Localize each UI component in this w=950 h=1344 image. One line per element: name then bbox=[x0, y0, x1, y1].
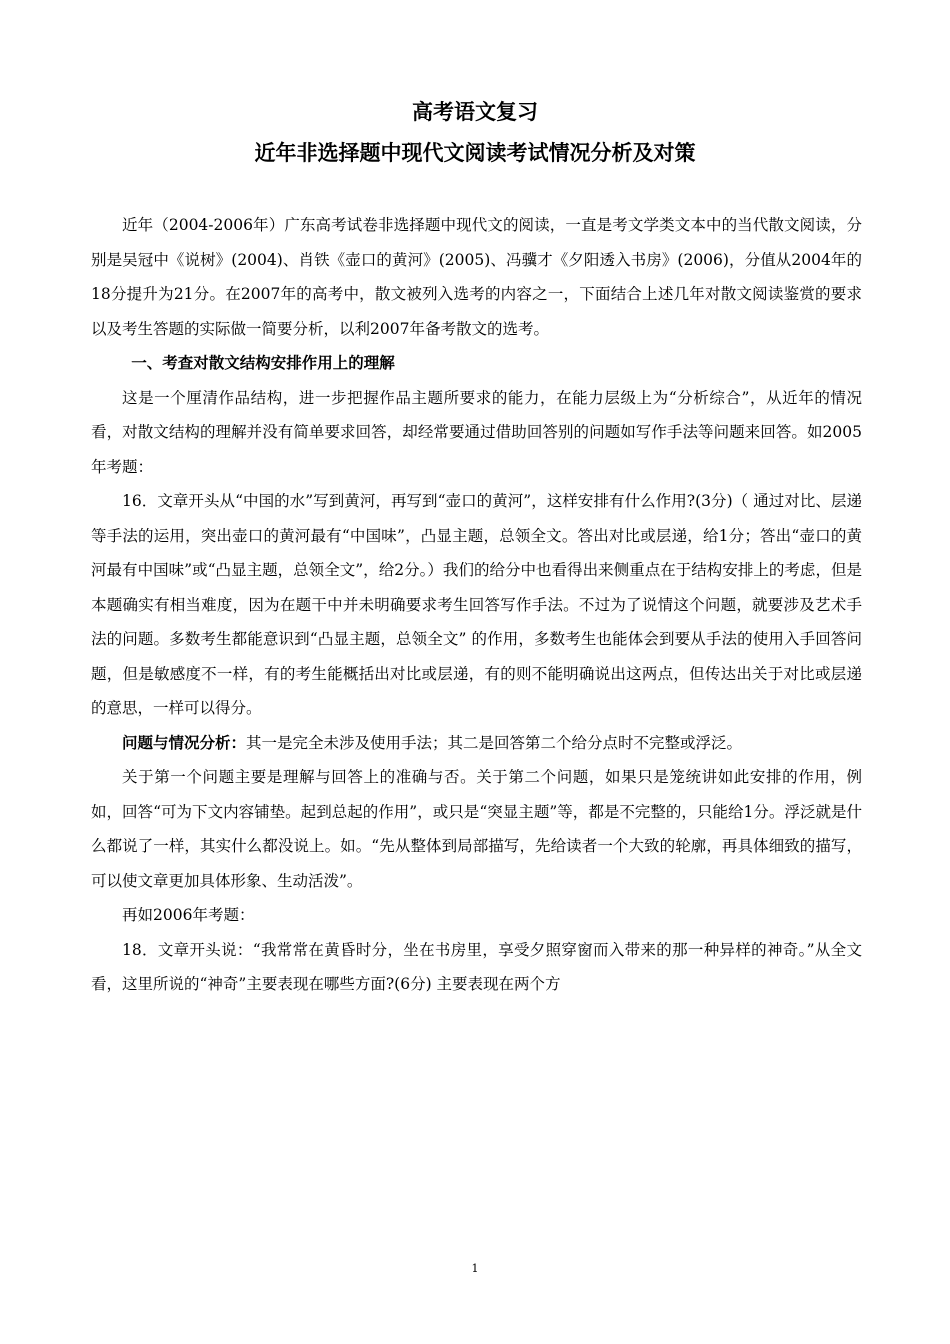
document-subtitle: 近年非选择题中现代文阅读考试情况分析及对策 bbox=[254, 141, 696, 165]
document-body bbox=[91, 208, 862, 1002]
analysis-label: 问题与情况分析： bbox=[122, 733, 247, 752]
document-title: 高考语文复习 bbox=[412, 100, 538, 124]
section-heading: 一、考查对散文结构安排作用上的理解 bbox=[131, 354, 395, 372]
body-paragraph: 18．文章开头说：“我常常在黄昏时分，坐在书房里，享受夕照穿窗而入带来的那一种异样的神奇。”从全文看，这里所说的“神奇”主要表现在哪些方面?(6分) 主要表现在两个方 bbox=[91, 940, 862, 993]
body-paragraph: 再如2006年考题： bbox=[122, 906, 255, 924]
analysis-paragraph bbox=[91, 726, 862, 761]
body-paragraph: 关于第一个问题主要是理解与回答上的准确与否。关于第二个问题，如果只是笼统讲如此安排的作用，例如，回答“可为下文内容铺垫。起到总起的作用”，或只是“突显主题”等，都是不完整的，只能给1分。浮泛就是什么都说了一样，其实什么都没说上。如。“先从整体到局部描写，先给读者一个大致的轮廓，再具体细致的描写，可以使文章更加具体形象、生动活泼”。 bbox=[91, 768, 862, 890]
body-paragraph: 这是一个厘清作品结构，进一步把握作品主题所要求的能力，在能力层级上为“分析综合”，从近年的情况看，对散文结构的理解并没有简单要求回答，却经常要通过借助回答别的问题如写作手法等问题来回答。如2005年考题： bbox=[91, 388, 862, 476]
page-number: 1 bbox=[471, 1262, 479, 1275]
intro-paragraph: 近年（2004-2006年）广东高考试卷非选择题中现代文的阅读，一直是考文学类文本中的当代散文阅读，分别是吴冠中《说树》(2004)、肖铁《壶口的黄河》(2005)、冯骥才《夕阳透入书房》(2006)，分值从2004年的18分提升为21分。在2007年的高考中，散文被列入选考的内容之一，下面结合上述几年对散文阅读鉴赏的要求以及考生答题的实际做一简要分析，以利2007年备考散文的选考。 bbox=[91, 216, 862, 338]
body-paragraph: 16．文章开头从“中国的水”写到黄河，再写到“壶口的黄河”，这样安排有什么作用?(3分)（ 通过对比、层递等手法的运用，突出壶口的黄河最有“中国味”，凸显主题，总领全文。答出对比或层递，给1分；答出“壶口的黄河最有中国味”或“凸显主题，总领全文”，给2分。）我们的给分中也看得出来侧重点在于结构安排上的考虑，但是本题确实有相当难度，因为在题干中并未明确要求考生回答写作手法。不过为了说情这个问题，就要涉及艺术手法的问题。多数考生都能意识到“凸显主题，总领全文” 的作用，多数考生也能体会到要从手法的使用入手回答问题，但是敏感度不一样，有的考生能概括出对比或层递，有的则不能明确说出这两点，但传达出关于对比或层递的意思，一样可以得分。 bbox=[91, 492, 862, 717]
analysis-text: 其一是完全未涉及使用手法；其二是回答第二个给分点时不完整或浮泛。 bbox=[246, 733, 743, 752]
